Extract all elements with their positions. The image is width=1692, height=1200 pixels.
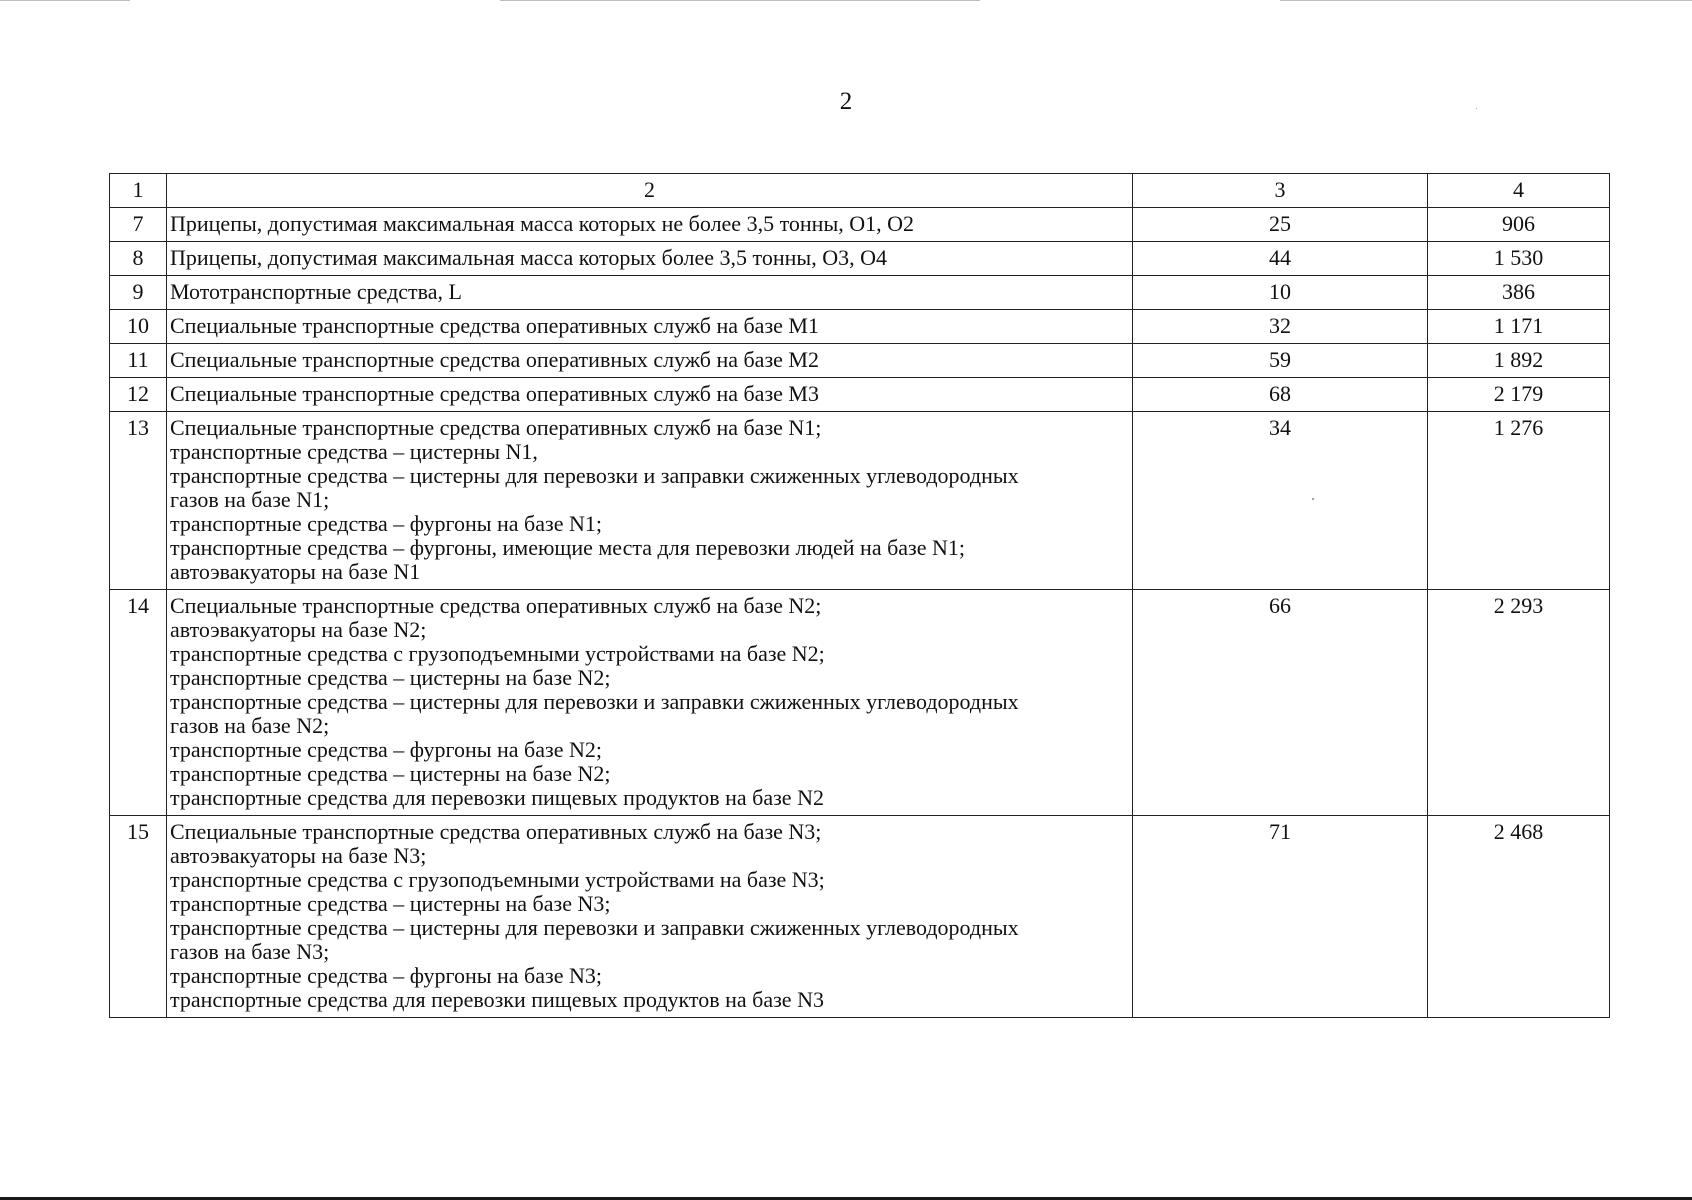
row-number-cell: 14 (110, 590, 167, 816)
vehicle-category-line: транспортные средства – фургоны на базе N3; (170, 963, 602, 988)
column-3-value-cell: 68 (1133, 378, 1428, 412)
page-number: 2 (839, 88, 853, 115)
vehicle-category-cell (167, 276, 1133, 310)
vehicle-category-line: Специальные транспортные средства оперативных служб на базе M1 (170, 313, 819, 338)
table-row (110, 378, 1610, 412)
vehicle-category-line: транспортные средства – цистерны для перевозки и заправки сжиженных углеводородных (170, 463, 1019, 488)
vehicle-category-line: автоэвакуаторы на базе N2; (170, 617, 427, 642)
vehicle-category-line: транспортные средства для перевозки пищевых продуктов на базе N2 (170, 785, 824, 810)
vehicle-category-line: Специальные транспортные средства оперативных служб на базе N3; (170, 819, 822, 844)
vehicle-category-line: Прицепы, допустимая максимальная масса которых более 3,5 тонны, O3, O4 (170, 245, 887, 270)
vehicle-category-line: газов на базе N3; (170, 939, 330, 964)
vehicle-category-line: Специальные транспортные средства оперативных служб на базе M2 (170, 347, 819, 372)
vehicle-category-line: транспортные средства – фургоны на базе N2; (170, 737, 602, 762)
column-3-value-cell: 59 (1133, 344, 1428, 378)
vehicle-category-cell (167, 242, 1133, 276)
vehicle-category-line: газов на базе N1; (170, 487, 330, 512)
column-3-value-cell: 34 (1133, 412, 1428, 590)
column-4-value-cell: 906 (1428, 208, 1610, 242)
vehicle-category-line: транспортные средства – цистерны на базе N2; (170, 665, 611, 690)
column-4-value-cell: 2 293 (1428, 590, 1610, 816)
vehicle-category-cell (167, 344, 1133, 378)
header-cell-1: 1 (110, 174, 167, 208)
row-number-cell: 10 (110, 310, 167, 344)
vehicle-category-line: транспортные средства – цистерны N1, (170, 439, 538, 464)
row-number-cell: 9 (110, 276, 167, 310)
vehicle-category-line: Прицепы, допустимая максимальная масса которых не более 3,5 тонны, O1, O2 (170, 211, 915, 236)
column-4-value-cell: 1 171 (1428, 310, 1610, 344)
table-row (110, 276, 1610, 310)
table-row (110, 590, 1610, 816)
vehicle-category-line: Мототранспортные средства, L (170, 279, 462, 304)
vehicle-category-cell (167, 378, 1133, 412)
vehicle-category-cell (167, 310, 1133, 344)
column-4-value-cell: 386 (1428, 276, 1610, 310)
row-number-cell: 13 (110, 412, 167, 590)
table-row (110, 208, 1610, 242)
vehicle-category-line: транспортные средства – фургоны, имеющие места для перевозки людей на базе N1; (170, 535, 965, 560)
row-number-cell: 15 (110, 816, 167, 1018)
vehicle-category-line: газов на базе N2; (170, 713, 330, 738)
vehicle-category-line: Специальные транспортные средства оперативных служб на базе N2; (170, 593, 822, 618)
vehicle-category-line: транспортные средства – цистерны на базе N2; (170, 761, 611, 786)
vehicle-category-line: автоэвакуаторы на базе N1 (170, 559, 421, 584)
row-number-cell: 7 (110, 208, 167, 242)
scan-speck (1312, 498, 1314, 500)
vehicle-category-line: Специальные транспортные средства оперативных служб на базе M3 (170, 381, 819, 406)
vehicle-category-line: автоэвакуаторы на базе N3; (170, 843, 427, 868)
vehicle-category-cell (167, 590, 1133, 816)
vehicle-category-line: Специальные транспортные средства оперативных служб на базе N1; (170, 415, 822, 440)
column-3-value-cell: 32 (1133, 310, 1428, 344)
fee-table-body (110, 174, 1610, 1018)
table-row (110, 412, 1610, 590)
header-cell-4: 4 (1428, 174, 1610, 208)
column-4-value-cell: 2 468 (1428, 816, 1610, 1018)
column-4-value-cell: 1 276 (1428, 412, 1610, 590)
table-header-row (110, 174, 1610, 208)
fee-table (109, 173, 1610, 1018)
vehicle-category-line: транспортные средства – цистерны на базе N3; (170, 891, 611, 916)
vehicle-category-line: транспортные средства с грузоподъемными устройствами на базе N2; (170, 641, 825, 666)
header-cell-2: 2 (167, 174, 1133, 208)
scan-top-edge (0, 0, 1692, 2)
column-3-value-cell: 10 (1133, 276, 1428, 310)
column-3-value-cell: 71 (1133, 816, 1428, 1018)
vehicle-category-line: транспортные средства для перевозки пищевых продуктов на базе N3 (170, 987, 824, 1012)
column-4-value-cell: 2 179 (1428, 378, 1610, 412)
column-3-value-cell: 66 (1133, 590, 1428, 816)
column-3-value-cell: 25 (1133, 208, 1428, 242)
table-row (110, 816, 1610, 1018)
table-row (110, 242, 1610, 276)
column-4-value-cell: 1 892 (1428, 344, 1610, 378)
header-cell-3: 3 (1133, 174, 1428, 208)
column-3-value-cell: 44 (1133, 242, 1428, 276)
vehicle-category-line: транспортные средства – фургоны на базе N1; (170, 511, 602, 536)
column-4-value-cell: 1 530 (1428, 242, 1610, 276)
vehicle-category-line: транспортные средства – цистерны для перевозки и заправки сжиженных углеводородных (170, 915, 1019, 940)
vehicle-category-line: транспортные средства – цистерны для перевозки и заправки сжиженных углеводородных (170, 689, 1019, 714)
row-number-cell: 8 (110, 242, 167, 276)
scan-speck (1476, 108, 1477, 109)
vehicle-category-cell (167, 816, 1133, 1018)
vehicle-category-line: транспортные средства с грузоподъемными устройствами на базе N3; (170, 867, 825, 892)
vehicle-category-cell (167, 412, 1133, 590)
vehicle-category-cell (167, 208, 1133, 242)
row-number-cell: 11 (110, 344, 167, 378)
table-row (110, 310, 1610, 344)
row-number-cell: 12 (110, 378, 167, 412)
table-row (110, 344, 1610, 378)
